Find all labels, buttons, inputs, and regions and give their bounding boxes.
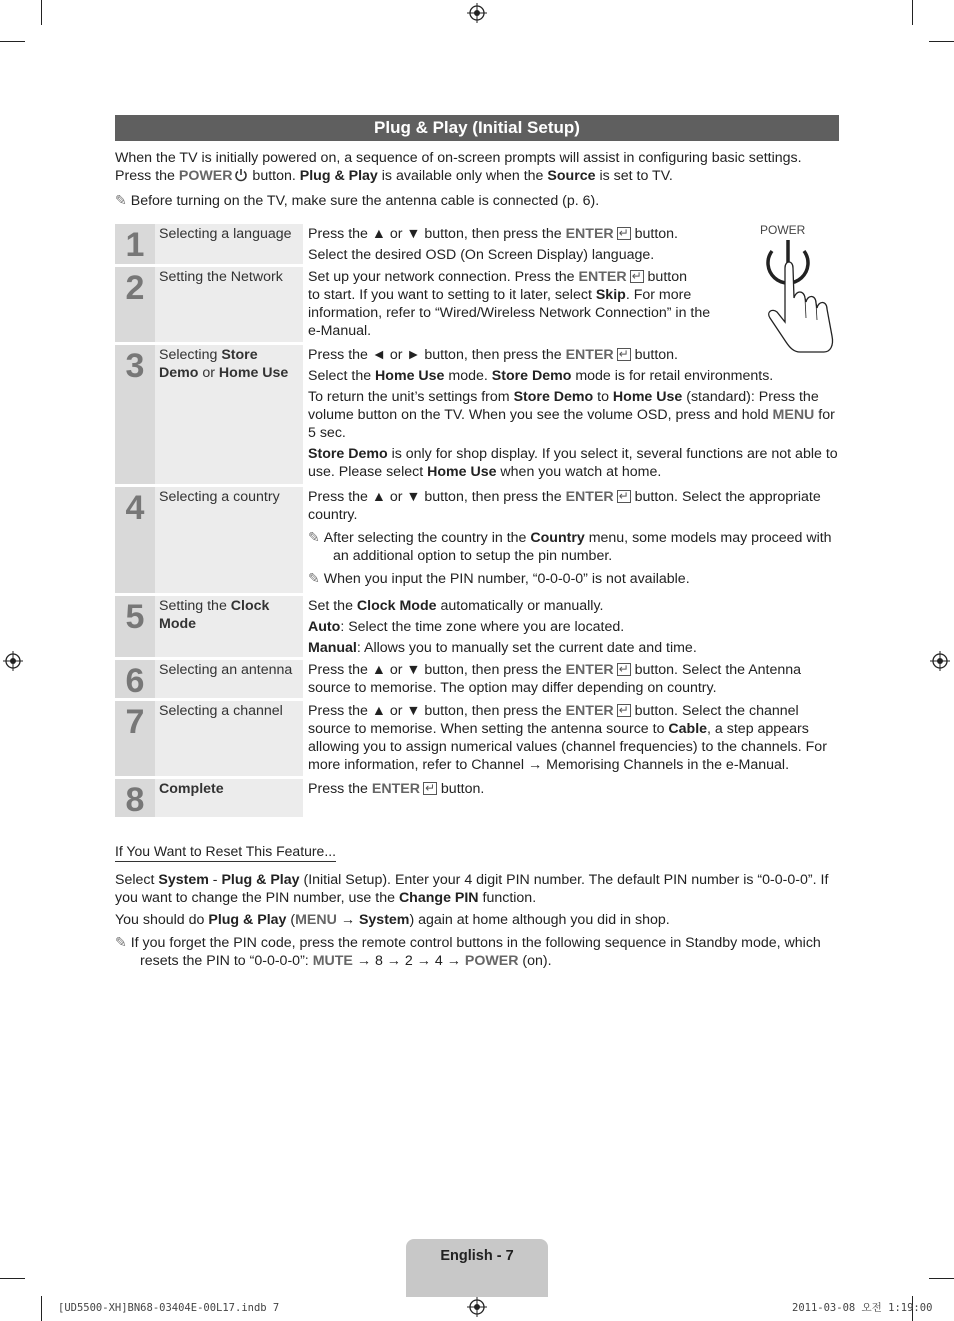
power-key-text: POWER — [464, 953, 519, 969]
power-label: POWER — [760, 223, 806, 237]
text: → — [336, 912, 359, 928]
text: You should do — [115, 912, 209, 928]
text: ) again at home although you did in shop. — [409, 912, 670, 928]
step-note — [308, 569, 839, 588]
step-description — [308, 597, 839, 660]
footer-file-info: [UD5500-XH]BN68-03404E-00L17.indb 7 — [58, 1302, 280, 1314]
text: to start. If you want to setting to it later, select — [308, 287, 596, 303]
step-text: e-Manual. — [308, 323, 372, 339]
text: Plug & Play — [299, 168, 378, 184]
step-text: information, refer to “Wired/Wireless Network Connection” in the — [308, 305, 711, 321]
text: Setting the — [159, 598, 231, 614]
text: is available only when the — [377, 168, 548, 184]
note-text: Before turning on the TV, make sure the antenna cable is connected (p. 6). — [130, 193, 600, 209]
text: Store Demo — [491, 368, 572, 384]
text: ( — [286, 912, 296, 928]
text: when you watch at home. — [496, 464, 662, 480]
crop-mark — [41, 0, 42, 25]
text: Press the ▲ or ▼ button, then press the — [308, 703, 566, 719]
text: Set up your network connection. Press the — [308, 269, 579, 285]
text: → 8 → 2 → 4 → — [352, 953, 465, 969]
text: is set to TV. — [595, 168, 673, 184]
step-row — [115, 487, 839, 593]
enter-key-text: ENTER — [565, 662, 614, 678]
text: Press the — [115, 168, 179, 184]
enter-key-text: ENTER — [565, 489, 614, 505]
text: To return the unit’s settings from — [308, 389, 514, 405]
text: Press the ◄ or ► button, then press the — [308, 347, 566, 363]
text: is only for shop display. If you select it, several functions are not able to use. Please select — [308, 446, 838, 480]
text: : Select the time zone where you are located. — [340, 619, 625, 635]
step-number: 7 — [115, 701, 155, 776]
step-description — [308, 268, 729, 340]
step-label: Selecting a language — [155, 224, 303, 264]
text: (on). — [518, 953, 552, 969]
step-description — [308, 488, 839, 592]
text: - — [208, 872, 222, 888]
pencil-note-icon: ✎ — [115, 192, 127, 208]
text: System — [358, 912, 410, 928]
text: Press the ▲ or ▼ button, then press the — [308, 662, 566, 678]
text: Press the ▲ or ▼ button, then press the — [308, 226, 566, 242]
registration-mark-icon — [467, 1297, 487, 1317]
step-number: 6 — [115, 660, 155, 698]
power-icon — [234, 168, 248, 182]
intro-line — [115, 167, 845, 185]
enter-key-text: ENTER — [578, 269, 627, 285]
registration-mark-icon — [467, 3, 487, 23]
step-label — [155, 345, 303, 484]
enter-icon — [617, 227, 631, 240]
text: button. — [630, 226, 679, 242]
step-description — [308, 661, 839, 700]
enter-key-text: ENTER — [565, 226, 614, 242]
registration-mark-icon — [930, 651, 950, 671]
step-text — [308, 618, 839, 636]
menu-key-text: MENU — [295, 912, 337, 928]
text: (standard): Press the volume button on the TV. When you see the volume OSD, press and hold — [308, 389, 819, 423]
step-label: Setting the Network — [155, 267, 303, 342]
text: mode. — [444, 368, 492, 384]
enter-icon — [617, 490, 631, 503]
reset-note — [115, 933, 845, 970]
reset-text — [115, 871, 845, 907]
registration-mark-icon — [3, 651, 23, 671]
text: button. — [248, 168, 300, 184]
text: Store — [221, 347, 258, 363]
text: Press the — [308, 781, 372, 797]
step-description — [308, 702, 839, 777]
page-number-tab: English - 7 — [406, 1239, 548, 1297]
step-text — [308, 639, 839, 657]
text: Plug & Play — [208, 912, 287, 928]
step-description — [308, 225, 704, 267]
text: Skip — [595, 287, 626, 303]
step-label: Complete — [155, 779, 303, 817]
pencil-note-icon: ✎ — [115, 934, 127, 950]
menu-key-text: MENU — [772, 407, 815, 423]
text: Home Use — [218, 365, 289, 381]
text: button — [643, 269, 687, 285]
enter-icon — [617, 663, 631, 676]
step-row — [115, 224, 839, 264]
text: Press the ▲ or ▼ button, then press the — [308, 489, 566, 505]
text: Home Use — [427, 464, 497, 480]
step-number: 4 — [115, 487, 155, 593]
pencil-note-icon: ✎ — [308, 570, 320, 586]
text: Store Demo — [513, 389, 594, 405]
text: menu, some models may proceed with an additional option to setup the pin number. — [333, 530, 832, 564]
crop-mark — [929, 41, 954, 42]
text: button. Select the appropriate country. — [308, 489, 821, 523]
step-number: 3 — [115, 345, 155, 484]
text: Change PIN — [398, 890, 479, 906]
step-row — [115, 660, 839, 698]
text: Mode — [159, 616, 197, 632]
text: button. — [630, 347, 679, 363]
text: System — [158, 872, 209, 888]
text: button. — [436, 781, 485, 797]
text: Home Use — [375, 368, 445, 384]
text: Country — [530, 530, 585, 546]
text: for 5 sec. — [308, 407, 835, 441]
text: Clock Mode — [356, 598, 437, 614]
reset-heading: If You Want to Reset This Feature... — [115, 843, 336, 862]
step-text — [308, 488, 839, 524]
reset-section — [115, 871, 845, 974]
step-text — [308, 780, 839, 798]
step-number: 5 — [115, 596, 155, 657]
step-row — [115, 596, 839, 657]
text: Cable — [668, 721, 708, 737]
step-number: 8 — [115, 779, 155, 817]
mute-key-text: MUTE — [312, 953, 353, 969]
text: function. — [478, 890, 537, 906]
text: Clock — [230, 598, 270, 614]
text: Plug & Play — [221, 872, 300, 888]
text: or — [198, 365, 219, 381]
step-row — [115, 267, 839, 342]
text: Auto — [308, 619, 341, 635]
text: : Allows you to manually set the current date and time. — [356, 640, 697, 656]
text: Store Demo — [308, 446, 388, 462]
step-text — [308, 388, 839, 442]
text: automatically or manually. — [436, 598, 604, 614]
text: When you input the PIN number, “0-0-0-0” is not available. — [323, 571, 690, 587]
crop-mark — [929, 1278, 954, 1279]
text: Select — [115, 872, 159, 888]
step-label: Selecting a channel — [155, 701, 303, 776]
text: Source — [547, 168, 596, 184]
text: mode is for retail environments. — [571, 368, 774, 384]
intro-text — [115, 149, 845, 185]
step-label: Selecting an antenna — [155, 660, 303, 698]
enter-icon — [630, 270, 644, 283]
step-text — [308, 225, 704, 243]
step-text — [308, 661, 839, 697]
step-text — [308, 367, 839, 385]
footer-timestamp: 2011-03-08 오전 1:19:00 — [792, 1302, 933, 1314]
text: Select the — [308, 368, 376, 384]
enter-key-text: ENTER — [565, 347, 614, 363]
crop-mark — [912, 0, 913, 25]
step-text: Select the desired OSD (On Screen Display) language. — [308, 247, 655, 263]
step-row — [115, 701, 839, 776]
step-text — [308, 268, 729, 286]
intro-note — [115, 191, 845, 210]
text: Home Use — [612, 389, 683, 405]
text: Set the — [308, 598, 357, 614]
intro-line: When the TV is initially powered on, a sequence of on-screen prompts will assist in configuring basic settings. — [115, 150, 802, 166]
text: If you forget the PIN code, press the remote control buttons in the following sequence in Standby mode, which resets the PIN to “0-0-0-0”: — [130, 935, 821, 969]
enter-icon — [423, 782, 437, 795]
text: Demo — [159, 365, 199, 381]
step-text — [308, 597, 839, 615]
step-text — [308, 702, 839, 774]
enter-key-text: ENTER — [565, 703, 614, 719]
crop-mark — [0, 1278, 25, 1279]
crop-mark — [0, 41, 25, 42]
section-title: Plug & Play (Initial Setup) — [115, 115, 839, 141]
text: . For more — [625, 287, 692, 303]
step-text — [308, 445, 839, 481]
step-label — [155, 596, 303, 657]
text: , a step appears allowing you to assign numerical values (channel frequencies) to the channels. For more information, refer to Channel → Memorising Channels in the e-Manual. — [308, 721, 827, 773]
text: button. Select the channel source to memorise. When setting the antenna source to — [308, 703, 799, 737]
step-note — [308, 528, 839, 565]
step-label: Selecting a country — [155, 487, 303, 593]
text: to — [593, 389, 613, 405]
power-key-text: POWER — [178, 168, 233, 184]
crop-mark — [41, 1296, 42, 1321]
text: Selecting — [159, 347, 222, 363]
enter-icon — [617, 348, 631, 361]
step-row — [115, 779, 839, 817]
step-row — [115, 345, 839, 484]
enter-key-text: ENTER — [371, 781, 420, 797]
reset-text — [115, 911, 845, 929]
step-number: 1 — [115, 224, 155, 264]
step-text — [308, 286, 729, 304]
pencil-note-icon: ✎ — [308, 529, 320, 545]
text: (Initial Setup). Enter your 4 digit PIN number. The default PIN number is “0-0-0-0”. If you want to change the PIN number, use the — [115, 872, 829, 906]
text: After selecting the country in the — [323, 530, 531, 546]
step-description — [308, 780, 839, 801]
step-text — [308, 346, 839, 364]
text: button. Select the Antenna source to memorise. The option may differ depending on country. — [308, 662, 802, 696]
text: Manual — [308, 640, 357, 656]
enter-icon — [617, 704, 631, 717]
step-number: 2 — [115, 267, 155, 342]
step-description — [308, 346, 839, 484]
